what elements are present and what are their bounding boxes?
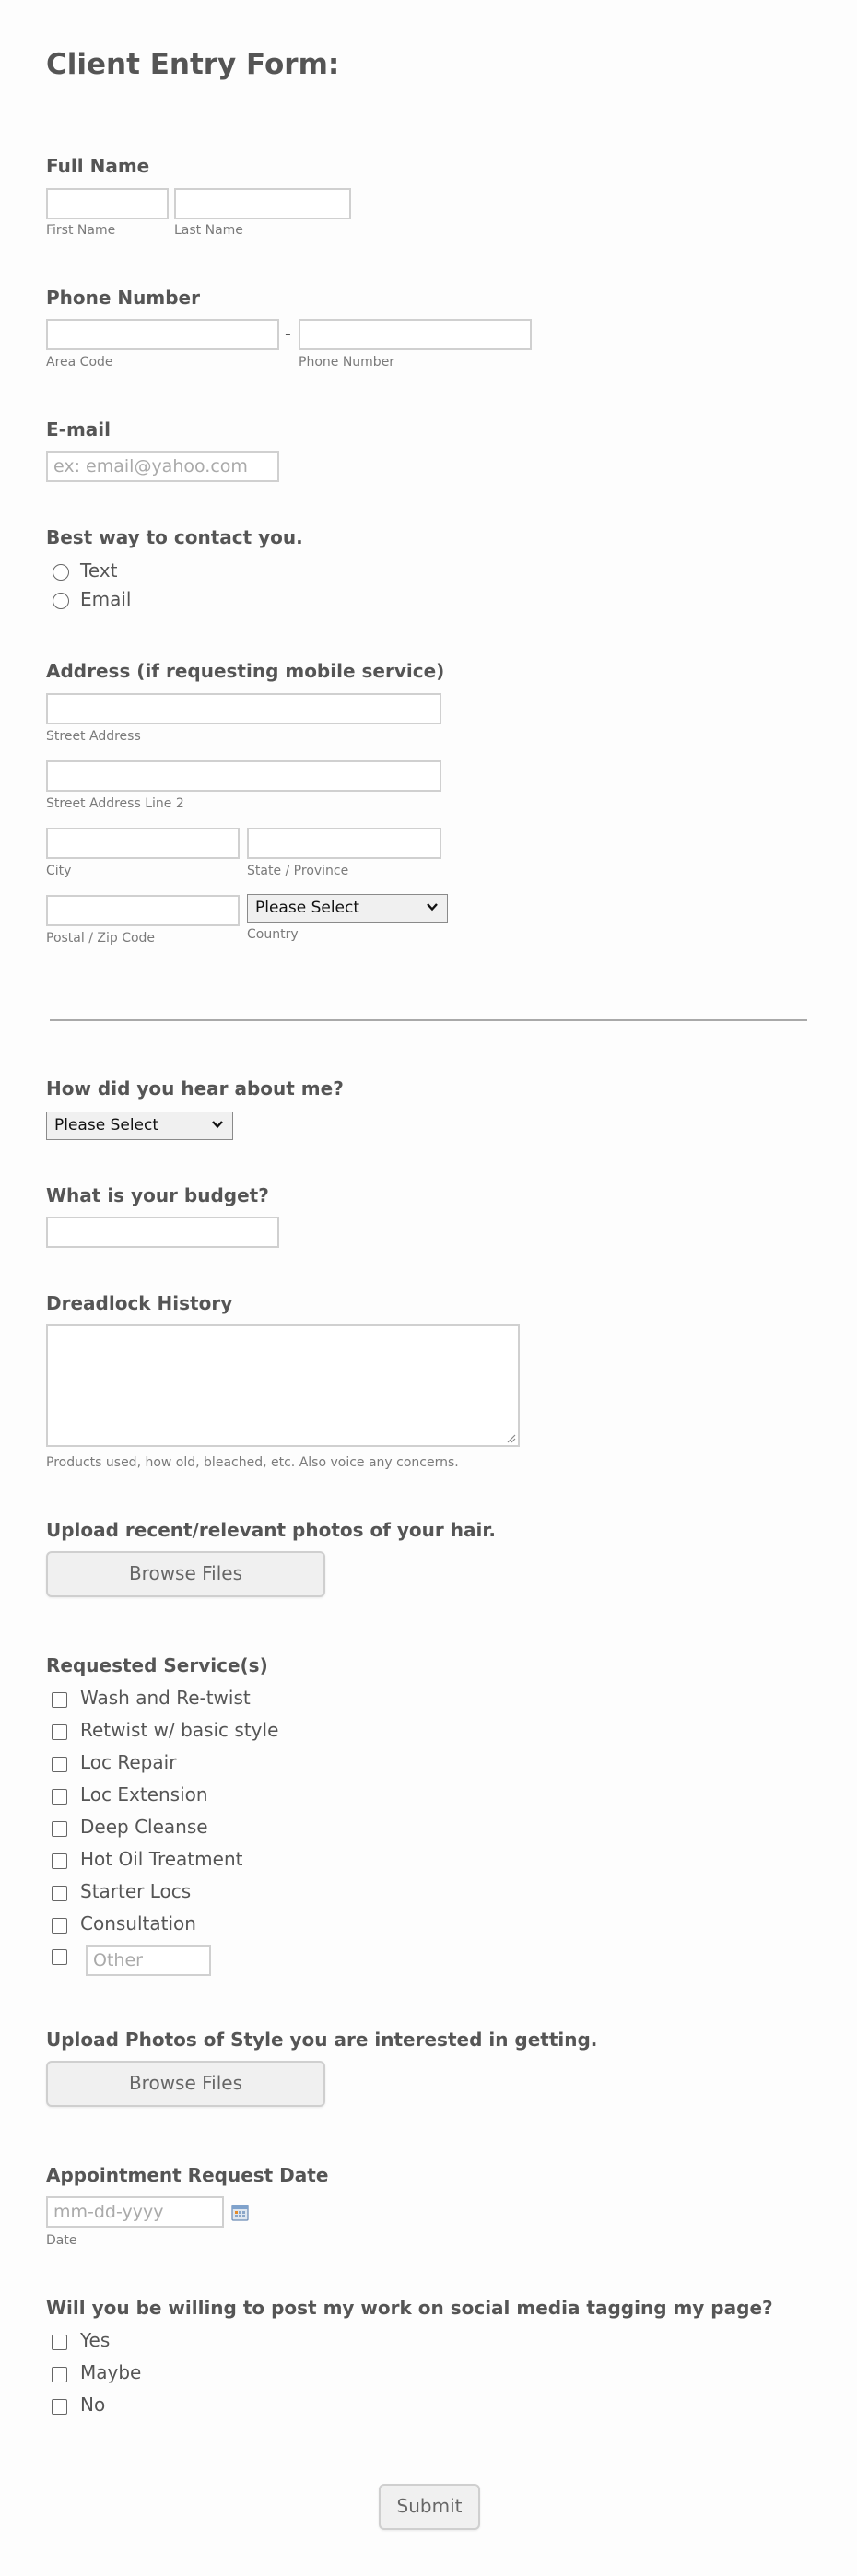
service-option: Consultation	[80, 1912, 196, 1935]
zip-sublabel: Postal / Zip Code	[46, 931, 156, 946]
service-option: Hot Oil Treatment	[80, 1848, 243, 1870]
service-option: Loc Repair	[80, 1751, 177, 1773]
service-option: Starter Locs	[80, 1880, 192, 1902]
services-label: Requested Service(s)	[46, 1654, 268, 1676]
other-service-input[interactable]: Other	[86, 1945, 211, 1976]
upload-style-label: Upload Photos of Style you are interested in getting.	[46, 2029, 598, 2051]
service-option: Wash and Re-twist	[80, 1687, 251, 1709]
heard-select[interactable]	[46, 1112, 233, 1140]
chevron-down-icon	[426, 900, 439, 913]
email-input[interactable]: ex: email@yahoo.com	[46, 451, 279, 482]
contact-option-email: Email	[80, 588, 132, 610]
service-checkbox-repair[interactable]	[52, 1757, 67, 1772]
street-address-sublabel: Street Address	[46, 729, 141, 744]
state-sublabel: State / Province	[247, 864, 349, 878]
form-title: Client Entry Form:	[46, 48, 340, 81]
full-name-label: Full Name	[46, 155, 150, 177]
social-option: Yes	[80, 2329, 111, 2351]
heard-label: How did you hear about me?	[46, 1077, 344, 1100]
street-address-line2-input[interactable]	[46, 760, 441, 792]
calendar-icon[interactable]	[231, 2204, 249, 2221]
social-label: Will you be willing to post my work on social media tagging my page?	[46, 2297, 773, 2319]
history-label: Dreadlock History	[46, 1292, 233, 1314]
country-sublabel: Country	[247, 927, 299, 942]
first-name-sublabel: First Name	[46, 223, 116, 238]
country-select-value: Please Select	[255, 899, 360, 917]
service-option: Deep Cleanse	[80, 1816, 208, 1838]
social-option: No	[80, 2394, 106, 2416]
service-option: Loc Extension	[80, 1783, 208, 1806]
city-input[interactable]	[46, 828, 240, 859]
first-name-input[interactable]	[46, 188, 169, 219]
section-divider	[50, 1019, 807, 1021]
social-checkbox-no[interactable]	[52, 2399, 67, 2415]
service-option: Retwist w/ basic style	[80, 1719, 279, 1741]
street-address-input[interactable]	[46, 693, 441, 724]
resize-handle-icon[interactable]	[505, 1432, 516, 1443]
phone-label: Phone Number	[46, 287, 200, 309]
social-checkbox-maybe[interactable]	[52, 2367, 67, 2382]
submit-button[interactable]: Submit	[379, 2484, 480, 2530]
social-checkbox-yes[interactable]	[52, 2335, 67, 2350]
appointment-date-input[interactable]: mm-dd-yyyy	[46, 2196, 224, 2228]
email-label: E-mail	[46, 418, 112, 441]
phone-dash: -	[285, 323, 291, 344]
last-name-sublabel: Last Name	[174, 223, 243, 238]
contact-radio-text[interactable]	[53, 564, 69, 581]
area-code-input[interactable]	[46, 319, 279, 350]
service-checkbox-consultation[interactable]	[52, 1918, 67, 1934]
chevron-down-icon	[211, 1118, 224, 1131]
zip-input[interactable]	[46, 895, 240, 926]
service-checkbox-hot-oil[interactable]	[52, 1853, 67, 1869]
contact-radio-email[interactable]	[53, 593, 69, 609]
service-checkbox-wash[interactable]	[52, 1692, 67, 1708]
area-code-sublabel: Area Code	[46, 355, 113, 370]
contact-label: Best way to contact you.	[46, 526, 303, 548]
history-sublabel: Products used, how old, bleached, etc. Also voice any concerns.	[46, 1455, 459, 1470]
appointment-label: Appointment Request Date	[46, 2164, 329, 2186]
budget-label: What is your budget?	[46, 1184, 269, 1206]
upload-hair-label: Upload recent/relevant photos of your hair.	[46, 1519, 496, 1541]
phone-number-input[interactable]	[299, 319, 532, 350]
service-checkbox-extension[interactable]	[52, 1789, 67, 1805]
country-select[interactable]	[247, 894, 448, 923]
contact-option-text: Text	[80, 559, 118, 582]
last-name-input[interactable]	[174, 188, 351, 219]
heard-select-value: Please Select	[54, 1116, 159, 1135]
browse-files-hair-button[interactable]: Browse Files	[46, 1551, 325, 1597]
appointment-date-sublabel: Date	[46, 2233, 77, 2248]
street-address-line2-sublabel: Street Address Line 2	[46, 796, 184, 811]
service-checkbox-starter[interactable]	[52, 1886, 67, 1901]
phone-number-sublabel: Phone Number	[299, 355, 395, 370]
social-option: Maybe	[80, 2361, 142, 2383]
history-textarea[interactable]	[46, 1324, 520, 1447]
service-checkbox-retwist[interactable]	[52, 1724, 67, 1740]
budget-input[interactable]	[46, 1217, 279, 1248]
service-checkbox-deep-cleanse[interactable]	[52, 1821, 67, 1837]
service-checkbox-other[interactable]	[52, 1949, 67, 1965]
address-label: Address (if requesting mobile service)	[46, 660, 445, 682]
city-sublabel: City	[46, 864, 72, 878]
state-input[interactable]	[247, 828, 441, 859]
browse-files-style-button[interactable]: Browse Files	[46, 2061, 325, 2107]
